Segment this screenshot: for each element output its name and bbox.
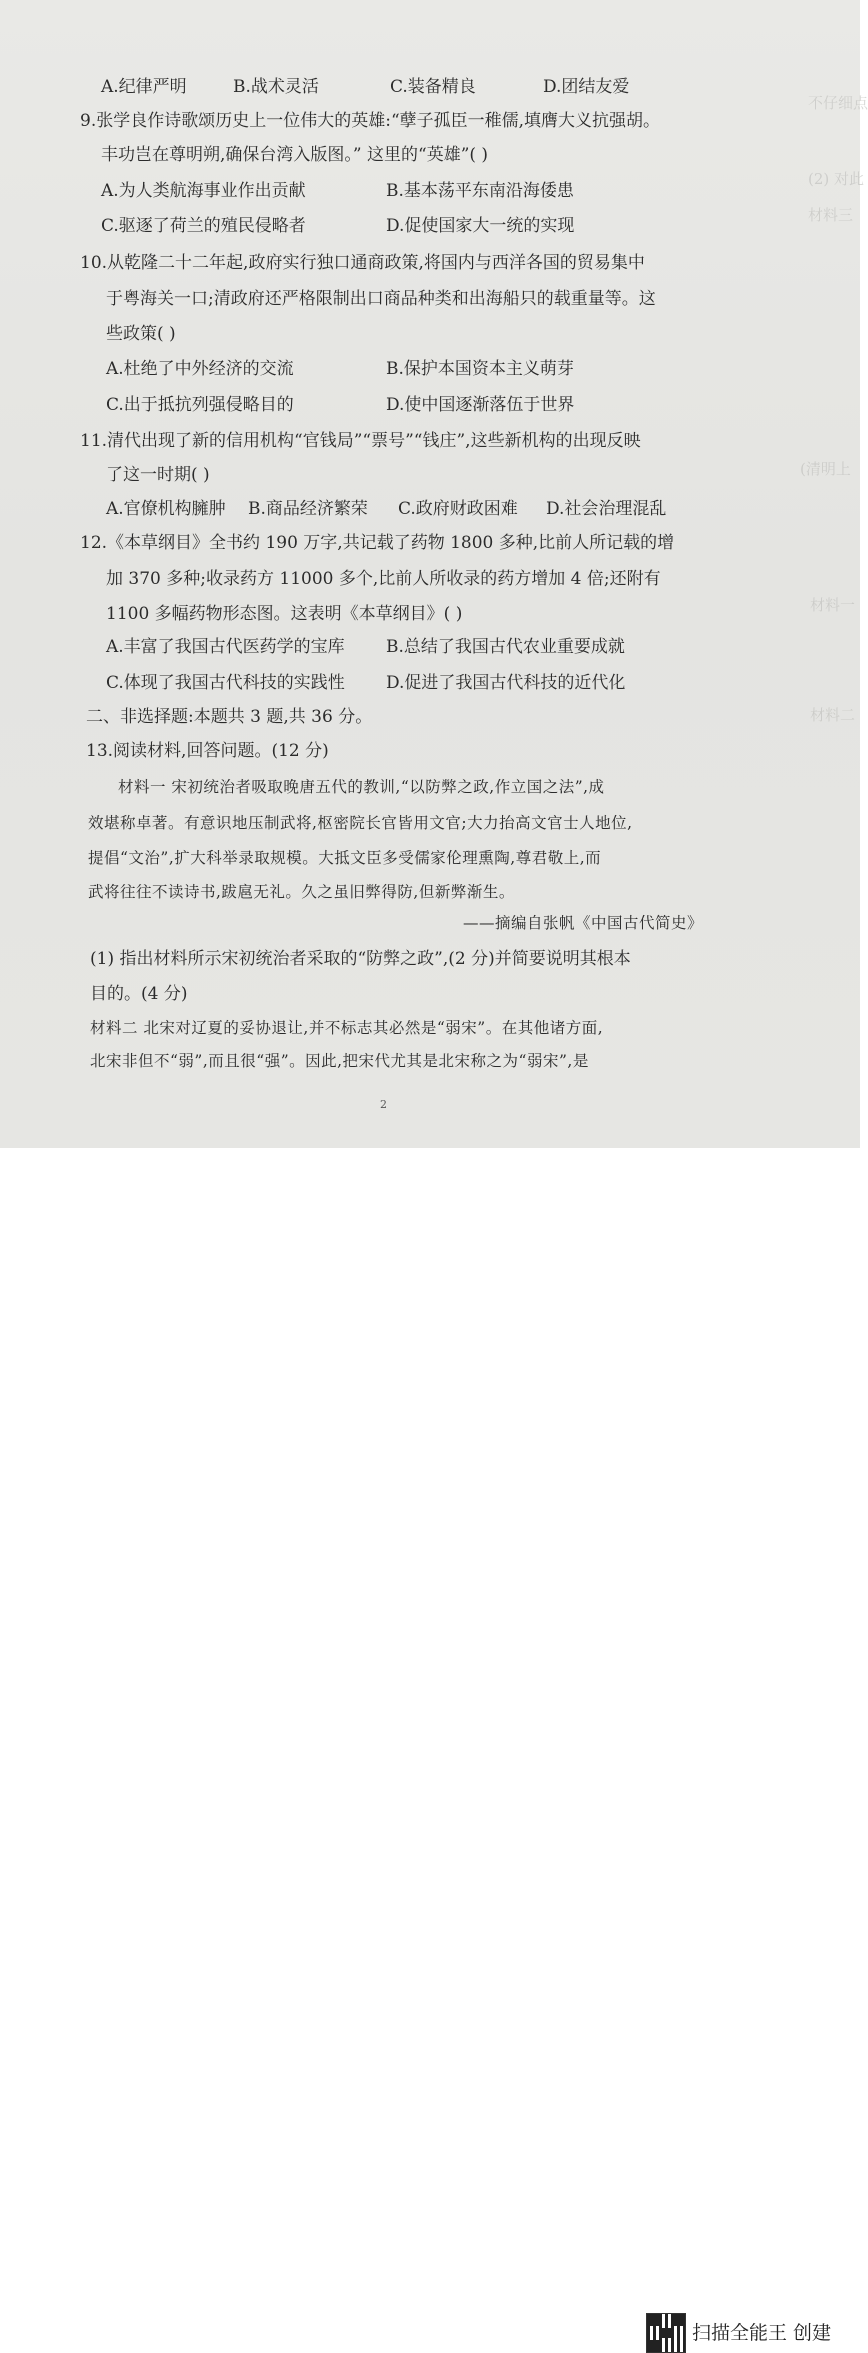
material1-line2: 效堪称卓著。有意识地压制武将,枢密院长官皆用文官;大力抬高文官士人地位,	[88, 814, 633, 832]
q8-option-c: C.装备精良	[390, 77, 476, 97]
q12-option-b: B.总结了我国古代农业重要成就	[386, 637, 625, 657]
q10-option-c: C.出于抵抗列强侵略目的	[106, 395, 294, 415]
material2-line1: 材料二 北宋对辽夏的妥协退让,并不标志其必然是“弱宋”。在其他诸方面,	[90, 1019, 604, 1037]
material1-source: ——摘编自张帆《中国古代简史》	[463, 914, 704, 932]
q12-option-d: D.促进了我国古代科技的近代化	[386, 673, 626, 693]
page-number: 2	[380, 1098, 387, 1111]
bleed-through-mark: 不仔细点	[808, 94, 868, 112]
q10-option-d: D.使中国逐渐落伍于世界	[386, 395, 575, 415]
section-heading: 二、非选择题:本题共 3 题,共 36 分。	[86, 707, 373, 727]
q13-sub1-line1: (1) 指出材料所示宋初统治者采取的“防弊之政”,(2 分)并简要说明其根本	[90, 949, 631, 969]
material1-line3: 提倡“文治”,扩大科举录取规模。大抵文臣多受儒家伦理熏陶,尊君敬上,而	[88, 849, 602, 867]
q9-option-b: B.基本荡平东南沿海倭患	[386, 181, 574, 201]
q8-option-b: B.战术灵活	[233, 77, 319, 97]
q11-option-d: D.社会治理混乱	[546, 499, 667, 519]
q10-option-a: A.杜绝了中外经济的交流	[106, 359, 294, 379]
q8-option-d: D.团结友爱	[543, 77, 630, 97]
material1-line4: 武将往往不读诗书,跋扈无礼。久之虽旧弊得防,但新弊渐生。	[88, 883, 515, 901]
q9-stem-line2: 丰功岂在尊明朔,确保台湾入版图。” 这里的“英雄”( )	[101, 145, 489, 165]
bleed-through-mark: 材料三	[808, 206, 854, 224]
q12-stem-line2: 加 370 多种;收录药方 11000 多个,比前人所收录的药方增加 4 倍;还附有	[106, 569, 661, 589]
q11-option-a: A.官僚机构臃肿	[106, 499, 226, 519]
q8-option-a: A.纪律严明	[101, 77, 187, 97]
bleed-through-mark: 材料一	[810, 596, 856, 614]
q11-stem-line2: 了这一时期( )	[106, 465, 210, 485]
q11-option-c: C.政府财政困难	[398, 499, 518, 519]
qr-code-icon	[646, 2313, 686, 2353]
q11-option-b: B.商品经济繁荣	[248, 499, 368, 519]
q12-option-a: A.丰富了我国古代医药学的宝库	[106, 637, 345, 657]
q9-stem-line1: 9.张学良作诗歌颂历史上一位伟大的英雄:“孽子孤臣一稚儒,填膺大义抗强胡。	[80, 111, 661, 131]
bleed-through-mark: (清明上	[800, 460, 851, 478]
bleed-through-mark: 材料二	[810, 706, 856, 724]
q13-title: 13.阅读材料,回答问题。(12 分)	[86, 741, 329, 761]
material2-line2: 北宋非但不“弱”,而且很“强”。因此,把宋代尤其是北宋称之为“弱宋”,是	[90, 1052, 589, 1070]
q13-sub1-line2: 目的。(4 分)	[90, 984, 188, 1004]
material1-line1: 材料一 宋初统治者吸取晚唐五代的教训,“以防弊之政,作立国之法”,成	[118, 778, 605, 796]
q10-stem-line1: 10.从乾隆二十二年起,政府实行独口通商政策,将国内与西洋各国的贸易集中	[80, 253, 645, 273]
q10-stem-line2: 于粤海关一口;清政府还严格限制出口商品种类和出海船只的载重量等。这	[106, 289, 656, 309]
q9-option-c: C.驱逐了荷兰的殖民侵略者	[101, 216, 306, 236]
q9-option-a: A.为人类航海事业作出贡献	[101, 181, 306, 201]
q10-option-b: B.保护本国资本主义萌芽	[386, 359, 574, 379]
q12-stem-line1: 12.《本草纲目》全书约 190 万字,共记载了药物 1800 多种,比前人所记载的增	[80, 533, 675, 553]
q11-stem-line1: 11.清代出现了新的信用机构“官钱局”“票号”“钱庄”,这些新机构的出现反映	[80, 431, 641, 451]
q12-stem-line3: 1100 多幅药物形态图。这表明《本草纲目》( )	[106, 604, 463, 624]
q10-stem-line3: 些政策( )	[106, 324, 176, 344]
bleed-through-mark: (2) 对此	[808, 170, 865, 188]
scanner-watermark: 扫描全能王 创建	[692, 2322, 832, 2344]
scanner-footer	[0, 1148, 860, 2344]
scanned-exam-page	[0, 0, 868, 1148]
q12-option-c: C.体现了我国古代科技的实践性	[106, 673, 345, 693]
q9-option-d: D.促使国家大一统的实现	[386, 216, 575, 236]
